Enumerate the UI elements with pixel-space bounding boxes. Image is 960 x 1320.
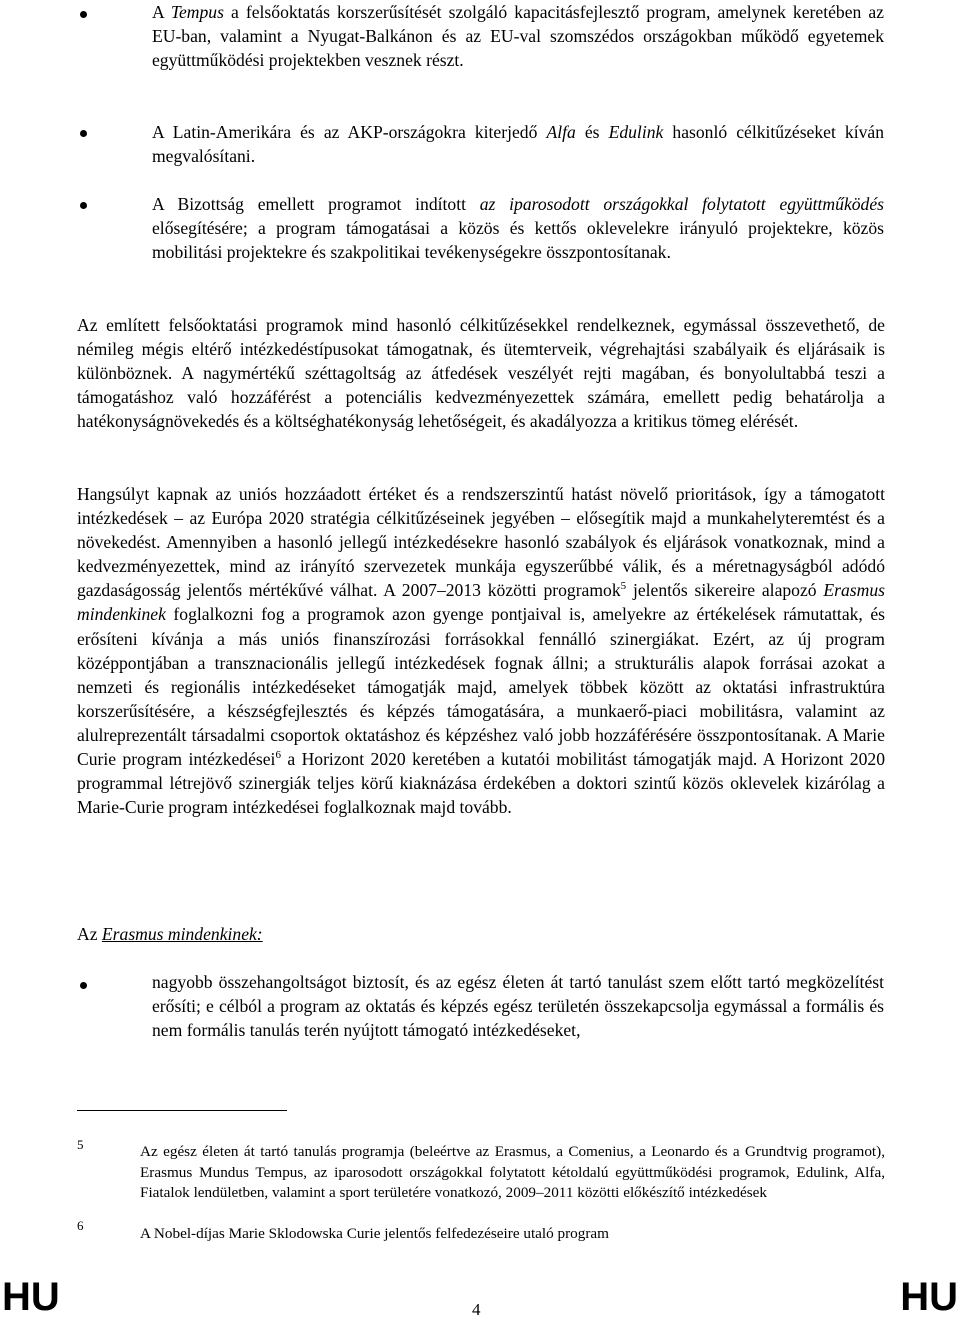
text-run: A Bizottság emellett programot indított xyxy=(152,194,480,214)
text-run: foglalkozni fog a programok azon gyenge pontjaival is, amelyekre az értékelések rámutattak, és erősíteni kívánja a más uniós finanszírozási forrásokkal fennálló szinergiákat. Ezért, az új program középpontjában a transznacionális jellegű intézkedések fognak állni; a strukturális alapok forrásai azokat a nemzeti és regionális intézkedéseket támogatják majd, amelyek többek között az oktatási infrastruktúra korszerűsítésére, a készségfejlesztés és képzés támogatására, a munkaerő-piaci mobilitásra, valamint az alulreprezentált társadalmi csoportok oktatáshoz és képzéshez való jobb hozzáférésére összpontosítanak. A Marie Curie program intézkedései xyxy=(77,604,885,770)
italic-text: Edulink xyxy=(608,122,664,142)
text-run: A xyxy=(152,2,171,22)
italic-text: Erasmus mindenkinek xyxy=(77,580,885,625)
paragraph-fragmentation: Az említett felsőoktatási programok mind hasonló célkitűzésekkel rendelkeznek, egymással összevethető, de némileg mégis eltérő intézkedéstípusokat támogatnak, és ütemterveik, végrehajtási szabályaik és eljárásaik is különböznek. A nagymértékű széttagoltság az átfedések veszélyét rejti magában, és bonyolultabbá teszi a támogatáshoz való hozzáférést a potenciális kedvezményezettek számára, emellett pedig behatárolja a hatékonyságnövekedés és a költséghatékonyság lehetőségeit, és akadályozza a kritikus tömeg elérését. xyxy=(77,315,885,432)
bullet-icon xyxy=(80,982,87,989)
subheading-erasmus-for-all: Az Erasmus mindenkinek: xyxy=(77,924,263,944)
footnote-text: A Nobel-díjas Marie Sklodowska Curie jelentős felfedezéseire utaló program xyxy=(140,1225,609,1242)
footnote-reference: 5 xyxy=(620,580,627,593)
text-run: jelentős sikereire alapozó xyxy=(626,580,824,601)
text-run: és xyxy=(575,122,609,142)
page-number: 4 xyxy=(472,1300,481,1319)
italic-text: Tempus xyxy=(170,2,224,22)
italic-text: az iparosodott országokkal folytatott együttműködés xyxy=(479,194,884,214)
footer-language-code-right: HU xyxy=(900,1275,958,1319)
paragraph-priorities xyxy=(77,482,885,819)
text-run: A Latin-Amerikára és az AKP-országokra kiterjedő xyxy=(152,122,547,142)
footnote-divider xyxy=(77,1110,287,1111)
bullet-icon xyxy=(80,202,87,209)
text-run: Hangsúlyt kapnak az uniós hozzáadott értéket és a rendszerszintű hatást növelő prioritások, így a támogatott intézkedések – az Európa 2020 stratégia célkitűzéseinek jegyében – elősegítik majd a munkahelyteremtést és a növekedést. Amennyiben a hasonló jellegű intézkedésekre hasonló szabályok és eljárások vonatkoznak, mind a kedvezményezettek, mind az irányító szervezetek munkája egyszerűbbé válik, és a méretnagyságból adódó gazdaságosság jelentős mértékűvé válhat. A 2007–2013 közötti programok xyxy=(77,484,885,601)
text-run: a felsőoktatás korszerűsítését szolgáló kapacitásfejlesztő program, amelynek keretében az EU-ban, valamint a Nyugat-Balkánon és az EU-val szomszédos országokban működő egyetemek együttműködési projektekben vesznek részt. xyxy=(152,2,884,71)
text-run: elősegítésére; a program támogatásai a közös és kettős oklevelekre irányuló projektekre, közös mobilitási projektekre és szakpolitikai tevékenységekre összpontosítanak. xyxy=(152,218,884,263)
bullet-icon xyxy=(80,130,87,137)
footer-language-code-left: HU xyxy=(2,1275,60,1319)
text-run: hasonló célkitűzéseket kíván megvalósítani. xyxy=(152,122,885,167)
footnote-number: 6 xyxy=(77,1218,84,1233)
bullet-icon xyxy=(80,11,87,18)
bullet-text-industrialised-cooperation xyxy=(152,192,884,264)
bullet-text-tempus xyxy=(152,0,884,72)
footnote-reference: 6 xyxy=(275,749,281,762)
text-run: a Horizont 2020 keretében a kutatói mobilitást támogatják majd. A Horizont 2020 programmal létrejövő szinergiák teljes körű kiaknázása érdekében a doktori szintű közös oklevelek kizárólag a Marie-Curie program intézkedései foglalkoznak majd tovább. xyxy=(77,749,885,818)
italic-text: Alfa xyxy=(546,122,576,142)
footnote-number: 5 xyxy=(77,1137,84,1152)
bullet-text-alfa-edulink xyxy=(152,120,884,168)
bullet-text-lifelong-learning: nagyobb összehangoltságot biztosít, és az egész életen át tartó tanulást szem előtt tartó megközelítést erősíti; e célból a program az oktatás és képzés egész területén összekapcsolja egymással a formális és nem formális tanulás terén nyújtott támogató intézkedéseket, xyxy=(152,972,884,1041)
footnote-text: Az egész életen át tartó tanulás programja (beleértve az Erasmus, a Comenius, a Leonardo és a Grundtvig programot), Erasmus Mundus Tempus, az iparosodott országokkal folytatott kétoldalú együttműködési programok, Edulink, Alfa, Fiatalok lendületben, valamint a sport területére vonatkozó, 2009–2011 közötti előkészítő intézkedések xyxy=(140,1143,885,1201)
